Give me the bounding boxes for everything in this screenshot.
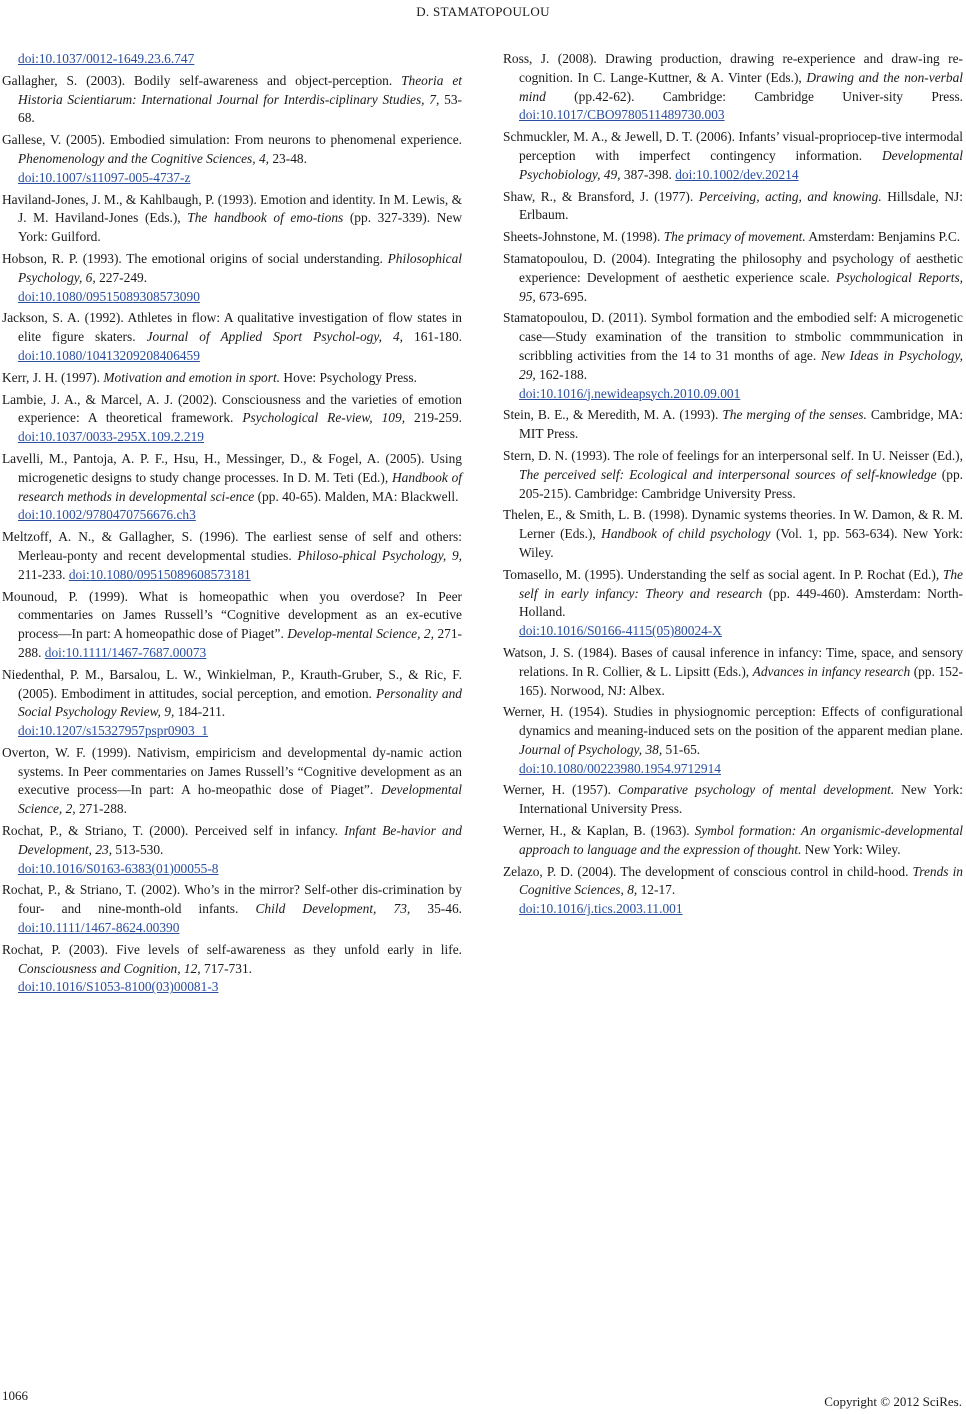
reference-text: Schmuckler, M. A., & Jewell, D. T. (2006). Infants’ visual-propriocep-tive intermodal perception with imperfect contingency information. (503, 129, 963, 163)
reference-pages: Hove: Psychology Press. (280, 369, 417, 385)
reference-pages: Cambridge, MA: MIT Press. (519, 407, 963, 442)
reference-pages: (pp. 40-65). Malden, MA: Blackwell. (254, 488, 459, 504)
reference-entry (2, 744, 462, 819)
reference-source: Personality and Social Psychology Review, 9, (18, 685, 462, 720)
reference-source: Drawing and the non-verbal mind (519, 69, 963, 104)
running-head: D. STAMATOPOULOU (416, 4, 550, 19)
reference-source: The perceived self: Ecological and interpersonal sources of self-knowledge (519, 466, 937, 482)
doi-link[interactable]: doi:10.1111/1467-8624.00390 (18, 920, 180, 936)
reference-entry (2, 881, 462, 937)
reference-entry (2, 191, 462, 247)
reference-pages: New York: International University Press. (519, 782, 963, 817)
reference-source: New Ideas in Psychology, 29, (519, 347, 963, 382)
reference-text: Jackson, S. A. (1992). Athletes in flow: A qualitative investigation of flow states in elite figure skaters. (2, 310, 462, 345)
doi-link[interactable]: doi:10.1037/0033-295X.109.2.219 (18, 429, 204, 445)
reference-text: Lavelli, M., Pantoja, A. P. F., Hsu, H., Messinger, D., & Fogel, A. (2005). Using microgenetic designs to study change processes. In D. M. Teti (Ed.), (2, 450, 462, 485)
reference-entry (2, 309, 462, 365)
reference-text: Mounoud, P. (1999). What is homeopathic when you overdose? In Peer commentaries on James Russell’s “Cognitive development as an ex-ecutive process—In part: A homeopathic dose of Piaget”. (2, 588, 462, 642)
reference-pages: (pp. 327-339). New York: Guilford. (18, 210, 462, 245)
reference-entry (2, 666, 462, 741)
reference-entry (503, 506, 963, 562)
reference-entry (503, 447, 963, 503)
reference-entry (503, 128, 963, 184)
reference-source: Journal of Psychology, 38, (519, 741, 663, 757)
reference-pages: 35-46. (410, 901, 463, 917)
reference-source: Handbook of research methods in developmental sci-ence (18, 469, 463, 504)
reference-entry (503, 188, 963, 226)
reference-source: Child Development, 73, (255, 901, 411, 917)
reference-entry (2, 50, 462, 69)
doi-link[interactable]: doi:10.1002/9780470756676.ch3 (18, 507, 196, 523)
reference-entry (503, 781, 963, 819)
reference-pages: 673-695. (535, 288, 588, 304)
reference-text: Sheets-Johnstone, M. (1998). (503, 229, 664, 245)
reference-text: Watson, J. S. (1984). Bases of causal inference in infancy: Time, space, and sensory relations. In R. Collier, & L. Lipsitt (Eds.), (503, 644, 963, 679)
reference-source: Philoso-phical Psychology, 9, (297, 547, 462, 563)
doi-link[interactable]: doi:10.1207/s15327957pspr0903_1 (18, 723, 209, 739)
doi-link[interactable]: doi:10.1002/dev.20214 (675, 166, 799, 182)
reference-entry (2, 131, 462, 187)
reference-entry (503, 228, 963, 247)
reference-pages: 271-288. (18, 626, 462, 660)
reference-entry (2, 941, 462, 997)
reference-text: Stein, B. E., & Meredith, M. A. (1993). (503, 407, 723, 423)
references-left-column (2, 50, 462, 1000)
reference-text: Tomasello, M. (1995). Understanding the self as social agent. In P. Rochat (Ed.), (503, 566, 943, 582)
doi-link[interactable]: doi:10.1016/S0166-4115(05)80024-X (519, 623, 722, 639)
reference-pages: 23-48. (269, 150, 307, 166)
reference-source: Develop-mental Science, 2, (287, 626, 434, 642)
reference-source: Developmental Psychobiology, 49, (519, 147, 963, 182)
reference-pages: 271-288. (75, 801, 127, 817)
reference-pages: (pp. 152-165). Norwood, NJ: Albex. (519, 663, 963, 698)
reference-entry (503, 703, 963, 778)
reference-pages: 211-233. (18, 566, 69, 582)
reference-source: Journal of Applied Sport Psychol-ogy, 4, (146, 329, 403, 345)
reference-source: The merging of the senses. (722, 407, 867, 423)
page-number: 1066 (2, 1388, 28, 1403)
reference-pages: Hillsdale, NJ: Erlbaum. (519, 188, 963, 223)
reference-pages: (pp.42-62). Cambridge: Cambridge Univer-sity Press. (545, 88, 963, 104)
reference-text: Overton, W. F. (1999). Nativism, empiricism and developmental dy-namic action systems. In Peer commentaries on James Russell’s “Cognitive development as an executive process—In part: A ho-meopathic dose of Piaget”. (2, 744, 462, 798)
reference-text: Werner, H., & Kaplan, B. (1963). (503, 823, 695, 839)
reference-text: Hobson, R. P. (1993). The emotional origins of social understanding. (2, 250, 388, 266)
doi-link[interactable]: doi:10.1111/1467-7687.00073 (44, 644, 207, 660)
reference-source: Trends in Cognitive Sciences, 8, (519, 863, 964, 898)
reference-entry (503, 406, 963, 444)
reference-text: Stamatopoulou, D. (2004). Integrating the philosophy and psychology of aesthetic experience: Development of aesthetic experience scale. (503, 250, 963, 285)
reference-entry (503, 250, 963, 306)
reference-text: Stern, D. N. (1993). The role of feelings for an interpersonal self. In U. Neisser (Ed.), (503, 447, 963, 463)
reference-pages: 53-68. (18, 91, 463, 126)
doi-link[interactable]: doi:10.1080/09515089308573090 (18, 288, 200, 304)
reference-source: Psychological Re-view, 109, (242, 410, 406, 426)
reference-entry (2, 72, 462, 128)
reference-source: Phenomenology and the Cognitive Sciences, 4, (18, 150, 270, 166)
reference-text: Gallese, V. (2005). Embodied simulation: From neurons to phenomenal experience. (2, 132, 462, 148)
reference-entry (2, 450, 462, 525)
reference-text: Thelen, E., & Smith, L. B. (1998). Dynamic systems theories. In W. Damon, & R. M. Lerner (Eds.), (503, 507, 963, 542)
reference-pages: (pp. 205-215). Cambridge: Cambridge University Press. (519, 466, 963, 501)
reference-text: Stamatopoulou, D. (2011). Symbol formation and the embodied self: A microgenetic case—Study examination of the transition to stmbolic commmunication in scribbling activities from the 14 to 31 months of age. (503, 310, 963, 363)
reference-entry (503, 822, 963, 860)
reference-pages: 387-398. (620, 166, 676, 182)
reference-pages: 227-249. (95, 269, 148, 285)
reference-pages: 162-188. (535, 366, 588, 382)
reference-pages: 51-65. (662, 741, 701, 757)
reference-entry (2, 528, 462, 584)
reference-text: Ross, J. (2008). Drawing production, drawing re-experience and draw-ing re-cognition. In C. Lange-Kuttner, & A. Vinter (Eds.), (503, 51, 963, 85)
doi-link[interactable]: doi:10.1080/10413209208406459 (18, 347, 200, 363)
reference-text: Haviland-Jones, J. M., & Kahlbaugh, P. (1993). Emotion and identity. In M. Lewis, & J. M. Haviland-Jones (Eds.), (2, 191, 462, 226)
reference-entry (2, 250, 462, 306)
reference-text: Gallagher, S. (2003). Bodily self-awareness and object-perception. (2, 72, 402, 88)
reference-source: Theoria et Historia Scientiarum: International Journal for Interdis-ciplinary Studies, 7, (18, 72, 462, 107)
reference-pages: New York: Wiley. (801, 841, 901, 857)
reference-text: Meltzoff, A. N., & Gallagher, S. (1996). The earliest sense of self and others: Merleau-ponty and recent developmental studies. (2, 529, 462, 563)
reference-entry (503, 566, 963, 641)
reference-text: Shaw, R., & Bransford, J. (1977). (503, 188, 699, 204)
reference-text: Rochat, P., & Striano, T. (2002). Who’s in the mirror? Self-other dis-crimination by four- and nine-month-old infants. (2, 882, 462, 917)
reference-pages: Amsterdam: Benjamins P.C. (805, 229, 961, 245)
reference-source: Perceiving, acting, and knowing. (698, 188, 882, 204)
reference-source: The self in early infancy: Theory and research (519, 566, 963, 601)
reference-source: Consciousness and Cognition, 12, (18, 960, 201, 976)
reference-pages: 184-211. (174, 704, 226, 720)
reference-entry (503, 50, 963, 125)
reference-pages: 12-17. (637, 882, 676, 898)
reference-source: Handbook of child psychology (601, 526, 771, 542)
doi-link[interactable]: doi:10.1037/0012-1649.23.6.747 (18, 51, 195, 66)
reference-text: Werner, H. (1957). (503, 782, 619, 798)
reference-pages: 219-259. (405, 410, 462, 426)
reference-source: The handbook of emo-tions (187, 210, 344, 226)
doi-link[interactable]: doi:10.1080/09515089608573181 (68, 566, 251, 582)
reference-text: Rochat, P. (2003). Five levels of self-awareness as they unfold early in life. (2, 941, 462, 957)
reference-entry (2, 391, 462, 447)
copyright-notice: Copyright © 2012 SciRes. (824, 1394, 962, 1409)
reference-pages: 513-530. (112, 841, 164, 857)
doi-link[interactable]: doi:10.1016/j.tics.2003.11.001 (519, 901, 683, 917)
reference-source: Developmental Science, 2, (18, 782, 462, 817)
reference-text: Werner, H. (1954). Studies in physiognomic perception: Effects of configurational dynamics and meaning-induced sets on the position of the apparent median plane. (503, 704, 963, 739)
reference-pages: 717-731. (200, 960, 252, 976)
reference-text: Niedenthal, P. M., Barsalou, L. W., Winkielman, P., Krauth-Gruber, S., & Ric, F. (2005). Embodiment in attitudes, social perception, and emotion. (2, 666, 462, 701)
reference-text: Zelazo, P. D. (2004). The development of conscious control in child-hood. (503, 863, 913, 879)
reference-source: Symbol formation: An organismic-developmental approach to language and the expression of thought. (519, 823, 963, 857)
doi-link[interactable]: doi:10.1016/S0163-6383(01)00055-8 (18, 860, 219, 876)
reference-entry (2, 588, 462, 663)
reference-source: Philosophical Psychology, 6, (18, 250, 462, 285)
reference-source: Advances in infancy research (752, 663, 911, 679)
doi-link[interactable]: doi:10.1017/CBO9780511489730.003 (519, 107, 725, 123)
reference-source: Infant Be-havior and Development, 23, (18, 823, 462, 857)
reference-entry (503, 309, 963, 403)
doi-link[interactable]: doi:10.1080/00223980.1954.9712914 (519, 760, 721, 776)
reference-pages: (Vol. 1, pp. 563-634). New York: Wiley. (519, 526, 963, 560)
reference-pages: 161-180. (403, 329, 462, 345)
doi-link[interactable]: doi:10.1007/s11097-005-4737-z (18, 169, 191, 185)
reference-pages: (pp. 449-460). Amsterdam: North-Holland. (519, 585, 963, 620)
reference-entry (2, 369, 462, 388)
reference-entry (503, 863, 963, 919)
reference-entry (503, 644, 963, 700)
doi-link[interactable]: doi:10.1016/j.newideapsych.2010.09.001 (519, 385, 741, 401)
reference-source: Psychological Reports, 95, (519, 269, 964, 304)
reference-text: Lambie, J. A., & Marcel, A. J. (2002). Consciousness and the varieties of emotion experience: A theoretical framework. (2, 391, 462, 426)
reference-source: The primacy of movement. (663, 229, 806, 245)
reference-entry (2, 822, 462, 878)
reference-source: Motivation and emotion in sport. (103, 369, 281, 385)
reference-text: Kerr, J. H. (1997). (2, 369, 104, 385)
reference-text: Rochat, P., & Striano, T. (2000). Perceived self in infancy. (2, 823, 345, 839)
references-right-column (503, 50, 963, 922)
reference-source: Comparative psychology of mental development. (618, 782, 895, 798)
doi-link[interactable]: doi:10.1016/S1053-8100(03)00081-3 (18, 979, 219, 995)
